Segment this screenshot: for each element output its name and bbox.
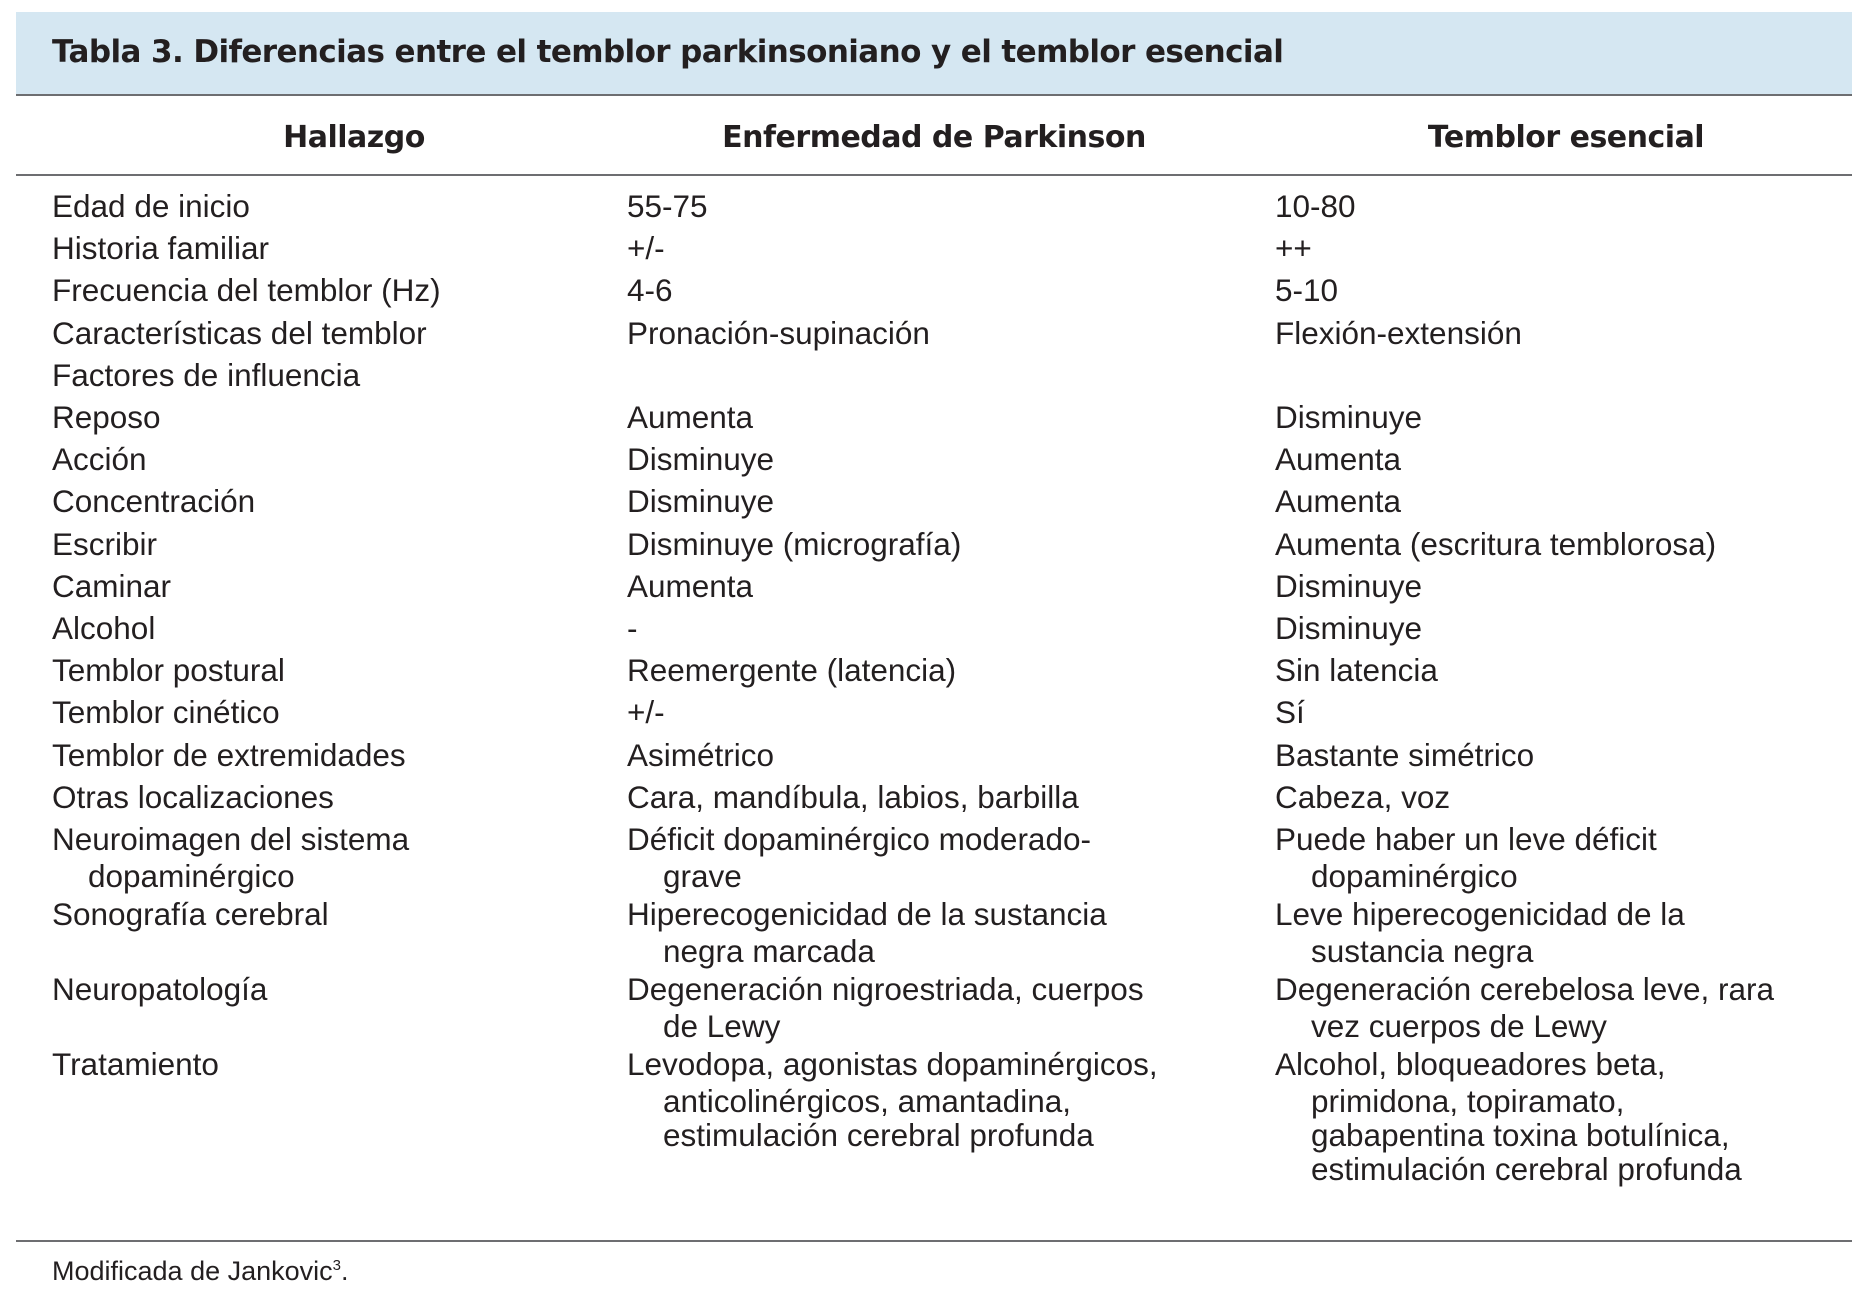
- cell-line: +/-: [627, 230, 665, 267]
- cell-parkinson: [627, 481, 774, 521]
- cell-parkinson: [627, 270, 673, 310]
- cell-hallazgo: [52, 894, 329, 934]
- column-header-parkinson: Enfermedad de Parkinson: [722, 120, 1146, 155]
- cell-line: 55-75: [627, 188, 708, 224]
- table-footnote: [52, 1254, 349, 1288]
- cell-line: Temblor postural: [52, 652, 285, 689]
- cell-line: 5-10: [1275, 272, 1339, 309]
- cell-parkinson: [627, 566, 753, 606]
- cell-esencial: [1275, 735, 1534, 775]
- cell-line: Temblor cinético: [52, 694, 280, 731]
- cell-hallazgo: [52, 397, 161, 437]
- cell-line: Disminuye: [627, 483, 775, 520]
- cell-line: Factores de influencia: [52, 356, 361, 393]
- cell-parkinson: [627, 228, 665, 268]
- cell-parkinson: [627, 735, 774, 775]
- cell-esencial: [1275, 524, 1716, 564]
- footnote-reference: 3: [332, 1257, 341, 1274]
- cell-esencial: [1275, 819, 1657, 893]
- cell-line: +/-: [627, 694, 665, 731]
- cell-hallazgo: [52, 608, 155, 648]
- cell-line: Neuroimagen del sistema: [52, 821, 410, 857]
- cell-line: dopaminérgico: [1311, 858, 1518, 894]
- cell-esencial: [1275, 439, 1401, 479]
- footnote-suffix: .: [341, 1256, 349, 1286]
- cell-line: estimulación cerebral profunda: [663, 1117, 1094, 1153]
- cell-line: Reposo: [52, 399, 161, 435]
- cell-line: Cabeza, voz: [1275, 778, 1451, 815]
- cell-line: gabapentina toxina botulínica,: [1311, 1117, 1730, 1153]
- cell-hallazgo: [52, 355, 360, 395]
- cell-hallazgo: [52, 481, 255, 521]
- cell-line: negra marcada: [663, 933, 875, 969]
- cell-line: Cara, mandíbula, labios, barbilla: [627, 778, 1079, 815]
- cell-parkinson: [627, 397, 753, 437]
- cell-line: Temblor de extremidades: [52, 736, 406, 773]
- cell-parkinson: [627, 819, 1091, 893]
- cell-line: Aumenta: [627, 567, 754, 604]
- cell-hallazgo: [52, 692, 280, 732]
- cell-line: Asimétrico: [627, 736, 775, 773]
- cell-line: Sonografía cerebral: [52, 896, 329, 932]
- cell-line: Alcohol, bloqueadores beta,: [1275, 1046, 1666, 1082]
- column-header-esencial: Temblor esencial: [1427, 120, 1705, 155]
- cell-hallazgo: [52, 1044, 219, 1084]
- cell-esencial: [1275, 692, 1305, 732]
- cell-line: Aumenta: [1275, 441, 1402, 478]
- cell-line: 4-6: [627, 272, 673, 309]
- cell-esencial: [1275, 313, 1522, 353]
- cell-line: Bastante simétrico: [1275, 736, 1535, 773]
- cell-line: Sin latencia: [1275, 652, 1438, 689]
- cell-hallazgo: [52, 777, 334, 817]
- cell-line: -: [627, 610, 638, 646]
- cell-parkinson: [627, 777, 1079, 817]
- cell-parkinson: [627, 313, 930, 353]
- cell-line: Reemergente (latencia): [627, 652, 957, 689]
- cell-line: anticolinérgicos, amantadina,: [663, 1083, 1071, 1119]
- cell-line: Leve hiperecogenicidad de la: [1275, 896, 1685, 932]
- cell-parkinson: [627, 439, 774, 479]
- cell-esencial: [1275, 894, 1685, 968]
- cell-parkinson: [627, 969, 1144, 1043]
- cell-hallazgo: [52, 228, 269, 268]
- cell-line: Déficit dopaminérgico moderado-: [627, 821, 1091, 857]
- cell-esencial: [1275, 1044, 1742, 1186]
- cell-line: Pronación-supinación: [627, 314, 930, 351]
- cell-line: Características del temblor: [52, 314, 427, 351]
- cell-line: Sí: [1275, 694, 1305, 731]
- cell-parkinson: [627, 650, 956, 690]
- cell-parkinson: [627, 692, 665, 732]
- cell-line: Alcohol: [52, 610, 156, 646]
- cell-esencial: [1275, 777, 1450, 817]
- cell-hallazgo: [52, 270, 441, 310]
- cell-line: Degeneración cerebelosa leve, rara: [1275, 971, 1775, 1007]
- cell-esencial: [1275, 650, 1438, 690]
- cell-hallazgo: [52, 819, 409, 893]
- cell-esencial: [1275, 397, 1422, 437]
- cell-line: Neuropatología: [52, 971, 268, 1007]
- cell-line: Acción: [52, 441, 147, 478]
- cell-hallazgo: [52, 524, 157, 564]
- cell-line: Disminuye (micrografía): [627, 525, 962, 562]
- cell-line: Disminuye: [1275, 567, 1423, 604]
- cell-parkinson: [627, 186, 708, 226]
- cell-line: Aumenta: [1275, 483, 1402, 520]
- cell-parkinson: [627, 608, 638, 648]
- cell-line: Caminar: [52, 567, 172, 604]
- table-caption-bar: [16, 12, 1852, 96]
- cell-esencial: [1275, 270, 1338, 310]
- cell-line: Disminuye: [1275, 610, 1423, 646]
- cell-line: ++: [1275, 230, 1312, 267]
- cell-hallazgo: [52, 969, 267, 1009]
- cell-line: Historia familiar: [52, 230, 270, 267]
- cell-line: Tratamiento: [52, 1046, 219, 1082]
- cell-line: estimulación cerebral profunda: [1311, 1151, 1742, 1187]
- table-header-row: [16, 98, 1852, 176]
- cell-parkinson: [627, 524, 961, 564]
- cell-line: Edad de inicio: [52, 188, 250, 224]
- cell-line: Concentración: [52, 483, 256, 520]
- cell-esencial: [1275, 481, 1401, 521]
- column-header-hallazgo: Hallazgo: [283, 120, 425, 155]
- cell-line: Disminuye: [627, 441, 775, 478]
- table-bottom-rule: [16, 1240, 1852, 1242]
- cell-line: de Lewy: [663, 1008, 781, 1044]
- cell-hallazgo: [52, 735, 406, 775]
- cell-line: Aumenta: [627, 399, 754, 435]
- cell-esencial: [1275, 228, 1312, 268]
- cell-esencial: [1275, 969, 1774, 1043]
- cell-line: Disminuye: [1275, 399, 1423, 435]
- cell-hallazgo: [52, 313, 427, 353]
- cell-line: Aumenta (escritura temblorosa): [1275, 525, 1717, 562]
- cell-line: Levodopa, agonistas dopaminérgicos,: [627, 1046, 1158, 1082]
- cell-hallazgo: [52, 186, 250, 226]
- cell-esencial: [1275, 186, 1356, 226]
- table-caption: Tabla 3. Diferencias entre el temblor parkinsoniano y el temblor esencial: [52, 34, 1284, 70]
- cell-parkinson: [627, 894, 1107, 968]
- cell-line: 10-80: [1275, 188, 1356, 224]
- cell-line: Escribir: [52, 525, 158, 562]
- cell-line: Frecuencia del temblor (Hz): [52, 272, 441, 309]
- cell-line: sustancia negra: [1311, 933, 1534, 969]
- footnote-text: Modificada de Jankovic: [52, 1256, 333, 1286]
- cell-line: vez cuerpos de Lewy: [1311, 1008, 1607, 1044]
- cell-parkinson: [627, 1044, 1158, 1152]
- cell-line: Otras localizaciones: [52, 778, 334, 815]
- cell-line: dopaminérgico: [88, 858, 295, 894]
- cell-esencial: [1275, 566, 1422, 606]
- cell-line: Hiperecogenicidad de la sustancia: [627, 896, 1107, 932]
- cell-line: primidona, topiramato,: [1311, 1083, 1625, 1119]
- cell-line: grave: [663, 858, 742, 894]
- cell-hallazgo: [52, 566, 171, 606]
- cell-line: Degeneración nigroestriada, cuerpos: [627, 971, 1144, 1007]
- cell-line: Puede haber un leve déficit: [1275, 821, 1657, 857]
- cell-hallazgo: [52, 650, 285, 690]
- cell-hallazgo: [52, 439, 147, 479]
- cell-line: Flexión-extensión: [1275, 314, 1522, 351]
- cell-esencial: [1275, 608, 1422, 648]
